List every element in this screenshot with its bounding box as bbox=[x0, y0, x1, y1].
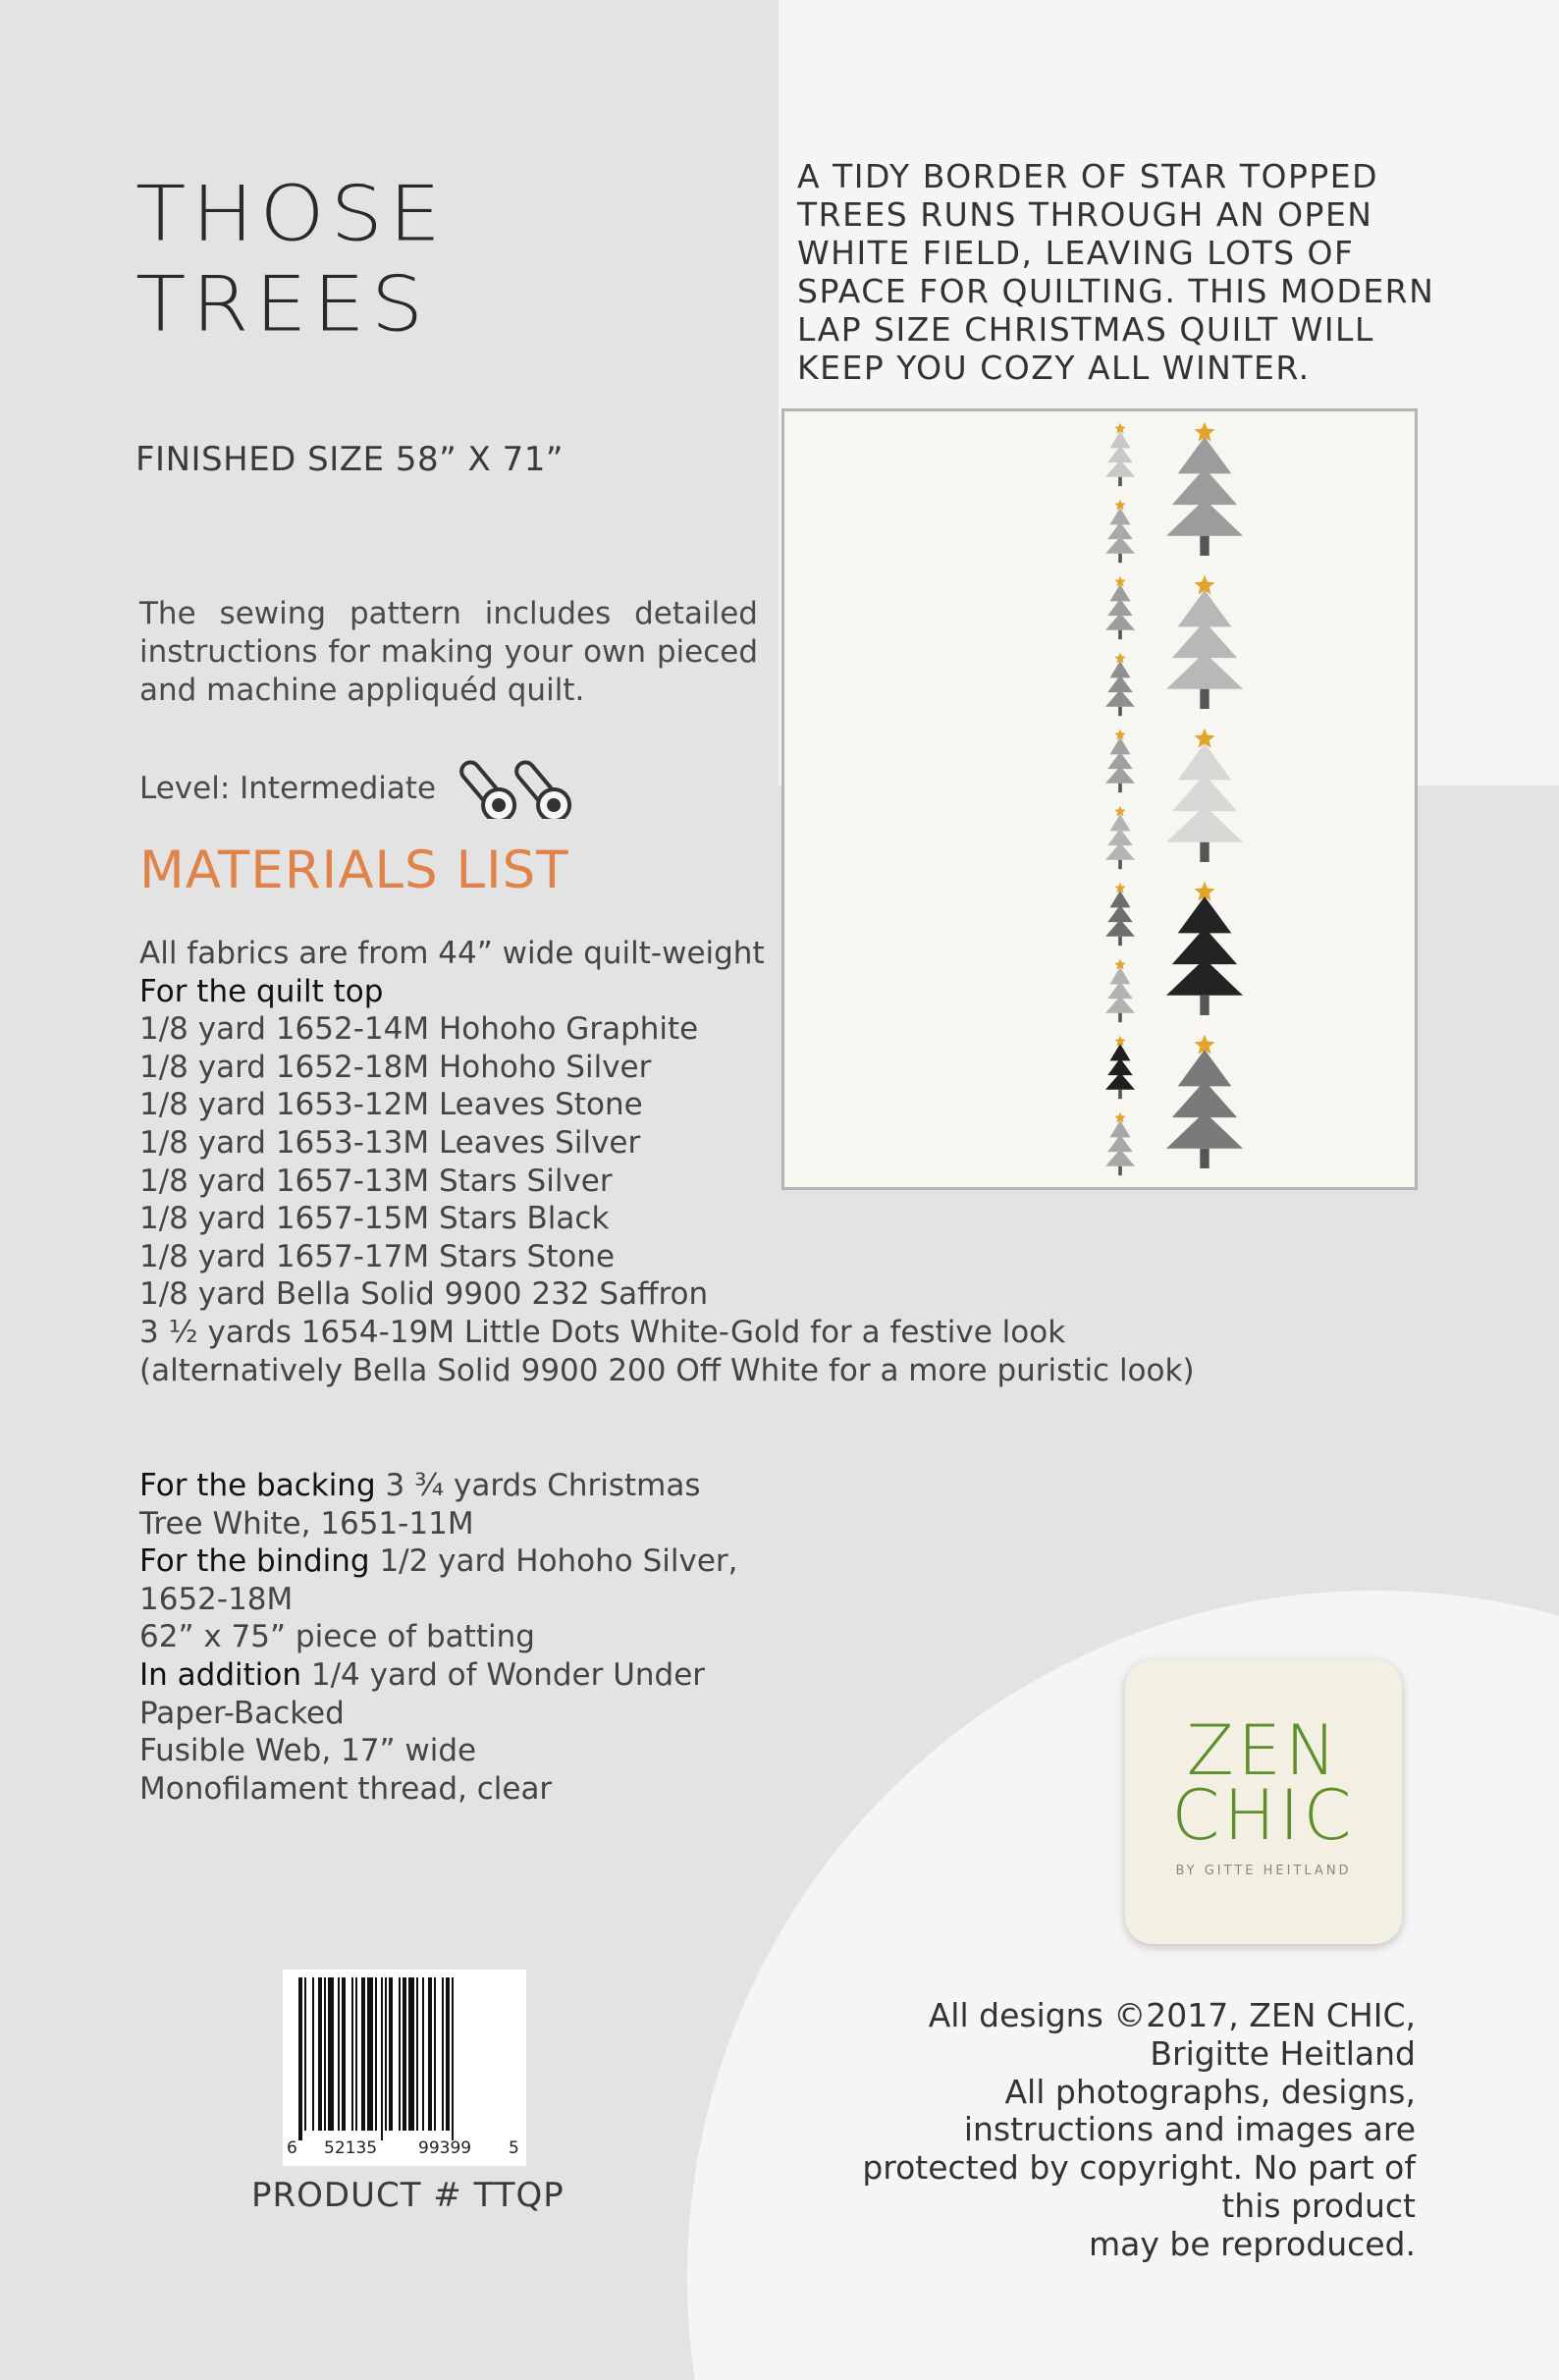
barcode-group-2: 99399 bbox=[418, 2138, 472, 2158]
description-line: TREES RUNS THROUGH AN OPEN bbox=[797, 195, 1373, 234]
thread-line: Monofilament thread, clear bbox=[139, 1770, 553, 1807]
addition-line-2: Paper-Backed bbox=[139, 1695, 345, 1731]
tree-trunk bbox=[1200, 536, 1209, 556]
barcode-bar bbox=[422, 1977, 424, 2131]
finished-size: FINISHED SIZE 58” X 71” bbox=[135, 440, 564, 479]
backing-line bbox=[139, 1467, 748, 1505]
material-item: 1/8 yard 1657-13M Stars Silver bbox=[139, 1163, 613, 1199]
barcode-bar bbox=[328, 1977, 334, 2131]
tree-trunk bbox=[1118, 937, 1122, 946]
tree-trunk bbox=[1118, 477, 1122, 486]
quilt-illustration bbox=[784, 411, 1415, 1187]
barcode-bar bbox=[442, 1977, 444, 2131]
tree-tier bbox=[1172, 468, 1237, 505]
barcode-bar bbox=[355, 1977, 357, 2131]
tree-trunk bbox=[1118, 860, 1122, 869]
copyright-line: instructions and images are bbox=[963, 2110, 1416, 2149]
tree-trunk bbox=[1118, 554, 1122, 563]
tree-tier bbox=[1178, 1050, 1232, 1086]
tree-tier bbox=[1107, 446, 1133, 462]
addition-text: 1/4 yard of Wonder Under bbox=[310, 1656, 706, 1693]
pattern-title bbox=[135, 169, 447, 350]
backing-text: 3 ¾ yards Christmas bbox=[385, 1468, 701, 1503]
barcode-bar bbox=[416, 1977, 418, 2131]
tree-trunk bbox=[1118, 1090, 1122, 1099]
addition-line-3: Fusible Web, 17” wide bbox=[139, 1733, 477, 1769]
binding-text: 1/2 yard Hohoho Silver, bbox=[379, 1543, 738, 1580]
material-item: 1/8 yard Bella Solid 9900 232 Saffron bbox=[139, 1276, 709, 1313]
batting-line: 62” x 75” piece of batting bbox=[139, 1619, 535, 1655]
barcode-bar bbox=[434, 1977, 436, 2131]
material-item: 1/8 yard 1657-17M Stars Stone bbox=[139, 1238, 616, 1274]
material-item: 1/8 yard 1652-14M Hohoho Graphite bbox=[139, 1011, 699, 1048]
barcode-bar bbox=[304, 1977, 306, 2131]
tree-trunk bbox=[1200, 1149, 1209, 1168]
backing-binding-list bbox=[139, 1467, 748, 1808]
materials-note: All fabrics are from 44” wide quilt-weight bbox=[139, 936, 765, 971]
barcode-bar bbox=[446, 1977, 450, 2131]
copyright-line: All photographs, designs, bbox=[1004, 2072, 1416, 2111]
material-item: (alternatively Bella Solid 9900 200 Off White for a more puristic look) bbox=[139, 1352, 1195, 1388]
barcode-right-digit: 5 bbox=[509, 2138, 519, 2158]
description-line: LAP SIZE CHRISTMAS QUILT WILL bbox=[797, 310, 1374, 349]
rotary-cutter-icon bbox=[450, 750, 577, 827]
copyright-line: this product bbox=[1221, 2186, 1416, 2225]
material-item: 1/8 yard 1653-12M Leaves Stone bbox=[139, 1087, 643, 1123]
quilt-image bbox=[781, 408, 1418, 1190]
tree-tier bbox=[1110, 1120, 1131, 1137]
barcode-bar bbox=[389, 1977, 393, 2131]
intro-text: The sewing pattern includes detailed instructions for making your own pieced and machine appliquéd quilt. bbox=[139, 596, 758, 708]
copyright-line: Brigitte Heitland bbox=[1150, 2033, 1416, 2073]
barcode-bar bbox=[375, 1977, 377, 2131]
tree-tier bbox=[1105, 460, 1135, 476]
barcode-bar bbox=[428, 1977, 432, 2131]
barcode-bar bbox=[312, 1977, 314, 2131]
backing-label: For the backing bbox=[139, 1468, 376, 1503]
barcode-bars bbox=[283, 1970, 526, 2142]
barcode-bar bbox=[452, 1977, 454, 2140]
tree-trunk bbox=[1118, 1166, 1122, 1175]
barcode-bar bbox=[324, 1977, 326, 2131]
tree-trunk bbox=[1118, 707, 1122, 716]
level-label: Level: Intermediate bbox=[139, 771, 437, 806]
barcode-bar bbox=[351, 1977, 353, 2131]
barcode-bar bbox=[408, 1977, 414, 2131]
barcode-bar bbox=[318, 1977, 322, 2131]
zen-chic-logo bbox=[1125, 1659, 1402, 1944]
binding-label: For the binding bbox=[139, 1543, 370, 1580]
addition-label: In addition bbox=[139, 1656, 301, 1693]
description-line: A TIDY BORDER OF STAR TOPPED bbox=[797, 157, 1379, 195]
skill-level bbox=[139, 750, 577, 827]
material-item: 1/8 yard 1653-13M Leaves Silver bbox=[139, 1124, 641, 1161]
description-line: WHITE FIELD, LEAVING LOTS OF bbox=[797, 234, 1355, 272]
copyright-line: protected by copyright. No part of bbox=[862, 2148, 1416, 2188]
barcode-bar bbox=[385, 1977, 387, 2131]
material-item: 1/8 yard 1652-18M Hohoho Silver bbox=[139, 1049, 652, 1085]
addition-line bbox=[139, 1656, 748, 1695]
title-line-2: TREES bbox=[135, 259, 430, 350]
barcode-bar bbox=[367, 1977, 373, 2131]
material-item: 1/8 yard 1657-15M Stars Black bbox=[139, 1201, 610, 1237]
description-line: KEEP YOU COZY ALL WINTER. bbox=[797, 349, 1311, 387]
material-item: 3 ½ yards 1654-19M Little Dots White-Gold for a festive look bbox=[139, 1314, 1066, 1350]
binding-line-2: 1652-18M bbox=[139, 1581, 294, 1617]
description-line: SPACE FOR QUILTING. THIS MODERN bbox=[797, 272, 1435, 310]
barcode-group-1: 52135 bbox=[324, 2138, 378, 2158]
barcode-bar bbox=[381, 1977, 383, 2140]
product-number: PRODUCT # TTQP bbox=[251, 2176, 564, 2215]
barcode-bar bbox=[298, 1977, 302, 2140]
barcode-bar bbox=[399, 1977, 401, 2131]
logo-tagline: BY GITTE HEITLAND bbox=[1175, 1864, 1352, 1878]
tree-trunk bbox=[1200, 996, 1209, 1015]
backing-line-2: Tree White, 1651-11M bbox=[139, 1505, 474, 1542]
tree-trunk bbox=[1118, 784, 1122, 792]
tree-trunk bbox=[1200, 842, 1209, 862]
copyright-line: may be reproduced. bbox=[1089, 2224, 1416, 2263]
binding-line bbox=[139, 1542, 748, 1581]
barcode bbox=[283, 1970, 526, 2166]
logo-line-2: CHIC bbox=[1171, 1775, 1356, 1856]
tree-trunk bbox=[1118, 630, 1122, 639]
barcode-bar bbox=[361, 1977, 365, 2131]
quilt-top-subheading: For the quilt top bbox=[139, 973, 384, 1009]
barcode-bar bbox=[342, 1977, 346, 2131]
tree-trunk bbox=[1118, 1013, 1122, 1022]
barcode-bar bbox=[338, 1977, 340, 2131]
copyright-line: All designs ©2017, ZEN CHIC, bbox=[928, 1996, 1416, 2034]
tree-tier bbox=[1110, 1044, 1131, 1060]
barcode-bar bbox=[403, 1977, 406, 2131]
materials-heading: MATERIALS LIST bbox=[139, 840, 569, 900]
copyright-notice bbox=[862, 1997, 1416, 2264]
tree-trunk bbox=[1200, 689, 1209, 709]
title-line-1: THOSE bbox=[135, 169, 447, 259]
barcode-left-digit: 6 bbox=[287, 2138, 297, 2158]
logo-line-1: ZEN bbox=[1186, 1710, 1341, 1791]
quilt-description bbox=[797, 157, 1434, 387]
